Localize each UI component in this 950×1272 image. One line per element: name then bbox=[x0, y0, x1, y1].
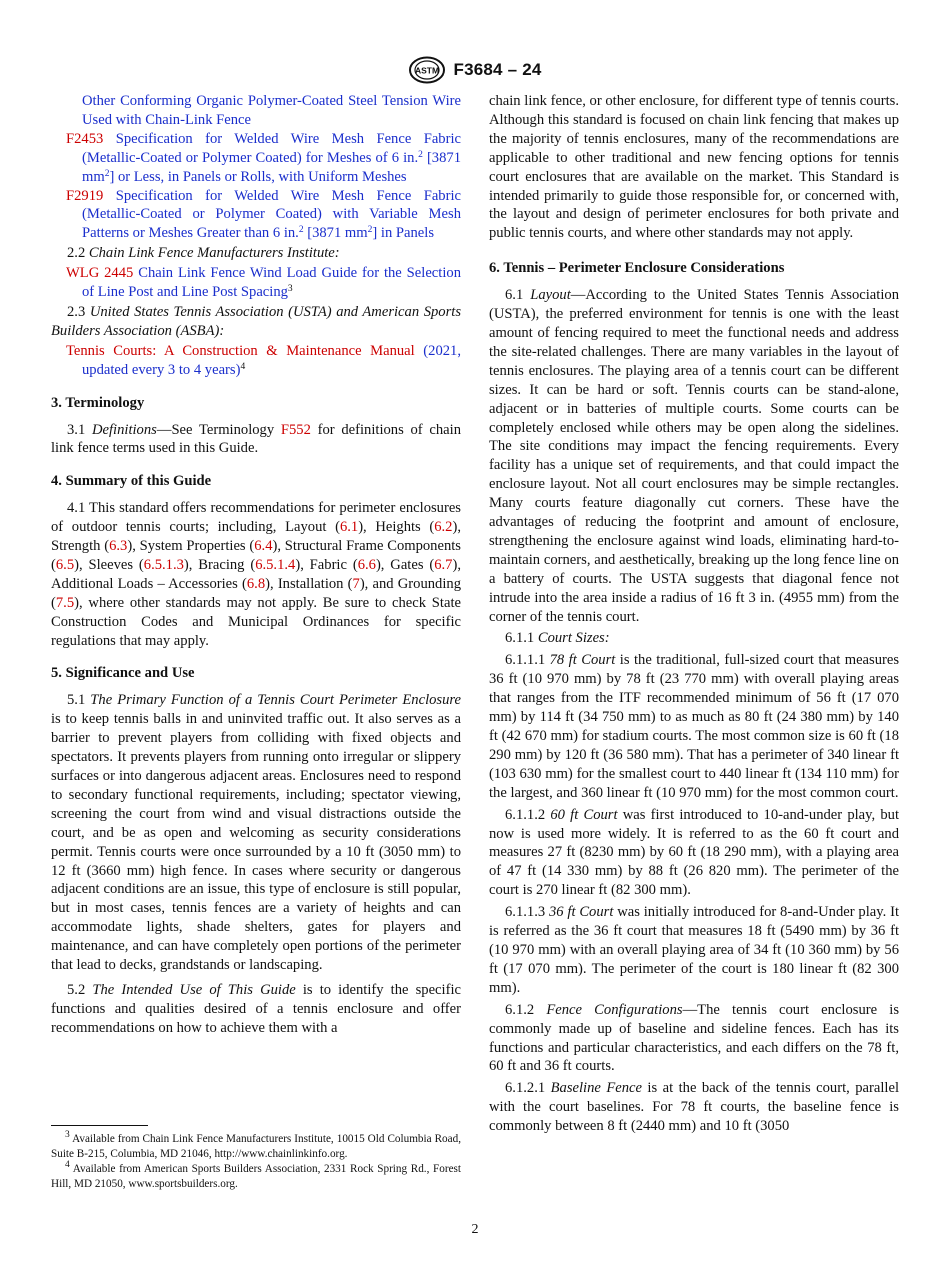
right-column bbox=[489, 92, 899, 1139]
section-heading-4: 4. Summary of this Guide bbox=[51, 473, 212, 490]
xref-link[interactable]: 6.3 bbox=[109, 538, 128, 555]
reference-code-link[interactable]: WLG 2445 bbox=[66, 265, 134, 282]
section-heading-5: 5. Significance and Use bbox=[51, 665, 195, 682]
reference-code-link[interactable]: F2453 bbox=[66, 130, 104, 147]
paragraph-6-1: 6.1 Layout—According to the United States Tennis Association (USTA), the preferred environment for tennis is one with the least amount of fencing required to meet the functional needs and address the site-related challenges. There are many variables in the layout of tennis enclosures. The playing area of a tennis court can be different sizes. It can be hard or soft. Tennis courts can be stand-alone, adjacent or in batteries of multiple courts. Some courts can be completely enclosed while others may be open along the sidelines. The site conditions may impact the fencing requirements. Every facility has a unique set of requirements, and that could impact the enclosure layout. Not all court enclosures may be simple rectangles. Many courts feature diagonally cut corners. These have the advantages of reducing the footprint and amount of enclosure, strengthening the enclosure against wind loads, eliminating hard-to-maintain corners, and aesthetically, breaking up the long fence line on a battery of courts. The USTA suggests that diagonal fence not intrude into the area inside a radius of 16 ft 3 in. (4955 mm) from the corner of the tennis court. bbox=[489, 287, 899, 625]
f552-link[interactable]: F552 bbox=[280, 421, 311, 438]
xref-link[interactable]: 6.6 bbox=[357, 556, 376, 573]
xref-link[interactable]: 6.5 bbox=[55, 556, 75, 573]
reference-continued bbox=[51, 92, 461, 130]
paragraph-4-1: 4.1 This standard offers recommendations for perimeter enclosures of outdoor tennis courts; including, Layout (6.1), Heights (6.2), Strength (6.3), System Properties (6.4), Structural Frame Components (6.5), Sleeves (6.5.1.3), Bracing (6.5.1.4), Fabric (6.6), Gates (6.7), Additional Loads – Accessories (6.8), Installation (7), and Grounding (7.5), where other standards may not apply. Be sure to check State Construction Codes and Municipal Ordinances for specific regulations that may apply. bbox=[51, 500, 461, 649]
footnote-divider bbox=[51, 1125, 148, 1126]
astm-logo-text: ASTM bbox=[415, 65, 440, 76]
reference-wlg2445: WLG 2445 Chain Link Fence Wind Load Guide for the Selection of Line Post and Line Post Spacing$^3$ bbox=[66, 265, 461, 301]
xref-link[interactable]: 6.2 bbox=[434, 519, 453, 536]
xref-link[interactable]: 6.8 bbox=[246, 575, 266, 592]
paragraph-6-1-1-2: 6.1.1.2 60 ft Court was first introduced to 10-and-under play, but now is used more widely. It is referred to as the 60 ft court and measures 27 ft (8230 mm) by 60 ft (18 290 mm), with a playing area of 47 ft (14 330 mm) by 88 ft (26 820 mm). The perimeter of the court is 270 linear ft (82 300 mm). bbox=[489, 806, 900, 899]
reference-code-link[interactable]: F2919 bbox=[66, 187, 104, 204]
paragraph-5-2-continued: chain link fence, or other enclosure, for different type of tennis courts. Although this standard is focused on chain link fencing that makes up the majority of tennis enclosures, many of the recommendations are applicable to other traditional and new fencing options for tennis court enclosures that are available on the market. This Standard is intended primarily to guide those responsible for, or concerned with, the layout and design of perimeter enclosures for both private and public tennis courts, and where other standards may not apply. bbox=[489, 93, 899, 242]
reference-title-link[interactable]: Specification for Welded Wire Mesh Fence Fabric (Metallic-Coated or Polymer Coated) for Meshes of 6 in.$^2$ [3871 $mm^2$] or Less, in Panels or Rolls, with Uniform Meshes bbox=[82, 130, 461, 185]
page-number: 2 bbox=[471, 1222, 479, 1237]
xref-link[interactable]: 6.7 bbox=[434, 556, 453, 573]
reference-text: Other Conforming Organic Polymer-Coated Steel Tension Wire Used with Chain-Link Fence bbox=[82, 93, 461, 128]
paragraph-6-1-2-1: 6.1.2.1 Baseline Fence is at the back of the tennis court, parallel with the court baselines. For 78 ft courts, the baseline fence is commonly between 8 ft (2440 mm) and 10 ft (3050 bbox=[489, 1080, 900, 1135]
reference-f2453 bbox=[51, 130, 461, 187]
subsection-2-3: 2.3 United States Tennis Association (USTA) and American Sports Builders Association (ASBA): bbox=[51, 303, 462, 339]
paragraph-6-1-1-1: 6.1.1.1 78 ft Court is the traditional, full-sized court that measures 36 ft (10 970 mm) by 78 ft (23 770 mm) with overall playing areas that ranges from the ITF recommended minimum of 56 ft (17 070 mm) by 114 ft (34 750 mm) to as much as 80 ft (24 380 mm) by 140 ft (42 670 mm) for stadium courts. The most common size is 60 ft (18 290 mm) by 120 ft (36 580 mm). That has a perimeter of 340 linear ft (103 630 mm) for the smallest court to 440 linear ft (134 110 mm) for the largest, and 360 linear ft (10 970 mm) for the most common court. bbox=[489, 652, 900, 801]
section-heading-3: 3. Terminology bbox=[51, 394, 145, 411]
reference-f2919 bbox=[51, 187, 461, 244]
reference-usta-manual: Tennis Courts: A Construction & Maintenance Manual (2021, updated every 3 to 4 years)$^4$ bbox=[66, 342, 461, 378]
paragraph-5-1: 5.1 The Primary Function of a Tennis Court Perimeter Enclosure is to keep tennis balls in and uninvited traffic out. It also serves as a barrier to prevent players from colliding with fixed objects and spectators. It prevents players from running onto irregular or slippery surfaces or into dangerous adjacent areas. Enclosures need to respond to secondary functional requirements, including; spectator viewing, screening the court from wind and visual distractions outside the court, and be as open and welcoming as security considerations permit. Tennis courts were once surrounded by a 10 ft (3050 mm) to 12 ft (3660 mm) high fence. In cases where security or dangerous adjacent conditions are an issue, this type of enclosure is still popular, but in most cases, tennis fences are a variety of heights and can accommodate lights, shade shelters, gates for players and maintenance, and can have completely open portions of the perimeter that lead to decks, grandstands or landscaping. bbox=[51, 692, 462, 974]
left-column bbox=[51, 92, 461, 1041]
xref-link[interactable]: 6.5.1.4 bbox=[255, 556, 296, 573]
xref-link[interactable]: 6.1 bbox=[339, 519, 359, 536]
footnote-4: $^4$ Available from American Sports Builders Association, 2331 Rock Spring Rd., Forest Hill, MD 21050, www.sportsbuilders.org. bbox=[51, 1160, 461, 1190]
paragraph-6-1-1: 6.1.1 Court Sizes: bbox=[505, 630, 610, 647]
paragraph-5-2: 5.2 The Intended Use of This Guide is to identify the specific functions and qualities desired of a tennis enclosure and offer recommendations on how to achieve them with a bbox=[51, 981, 461, 1036]
paragraph-6-1-1-3: 6.1.1.3 36 ft Court was initially introduced for 8-and-Under play. It is referred as the 36 ft court that measures 18 ft (5490 mm) by 36 ft (10 970 mm) with an overall playing area of 34 ft (10 360 mm) by 56 ft (17 070 mm). The perimeter of the court is 180 linear ft (82 300 mm). bbox=[489, 904, 900, 996]
document-id: F3684 – 24 bbox=[453, 60, 542, 79]
footnotes bbox=[51, 1132, 461, 1192]
reference-title-link[interactable]: Chain Link Fence Wind Load Guide for the Selection of Line Post and Line Post Spacing bbox=[82, 265, 461, 301]
paragraph-3-1: 3.1 Definitions—See Terminology F552 for definitions of chain link fence terms used in this Guide. bbox=[51, 421, 461, 457]
astm-logo-icon bbox=[408, 56, 446, 84]
reference-title-link[interactable]: Specification for Welded Wire Mesh Fence Fabric (Metallic-Coated or Polymer Coated) with Variable Mesh Patterns or Meshes Greater than 6 in.$^2$ [3871 $mm^2$] in Panels bbox=[82, 187, 461, 242]
page-header bbox=[0, 56, 950, 84]
xref-link[interactable]: 6.5.1.3 bbox=[143, 556, 184, 573]
paragraph-6-1-2: 6.1.2 Fence Configurations—The tennis court enclosure is commonly made up of baseline and sideline fences. Each has its functions and particular characteristics, and each differs on the 78 ft, 60 ft and 36 ft courts. bbox=[489, 1001, 899, 1075]
reference-code-link[interactable]: Tennis Courts: A Construction & Maintenance Manual bbox=[66, 342, 415, 359]
xref-link[interactable]: 7 bbox=[352, 575, 360, 592]
section-heading-6: 6. Tennis – Perimeter Enclosure Considerations bbox=[489, 260, 785, 277]
xref-link[interactable]: 6.4 bbox=[254, 538, 273, 555]
reference-title-link[interactable]: (2021, updated every 3 to 4 years) bbox=[82, 342, 461, 378]
xref-link[interactable]: 7.5 bbox=[55, 594, 75, 611]
footnote-3: $^3$ Available from Chain Link Fence Manufacturers Institute, 10015 Old Columbia Road, Suite B-215, Columbia, MD 21046, http://www.chainlinkinfo.org. bbox=[51, 1130, 461, 1160]
subsection-2-2: 2.2 Chain Link Fence Manufacturers Institute: bbox=[67, 245, 340, 262]
